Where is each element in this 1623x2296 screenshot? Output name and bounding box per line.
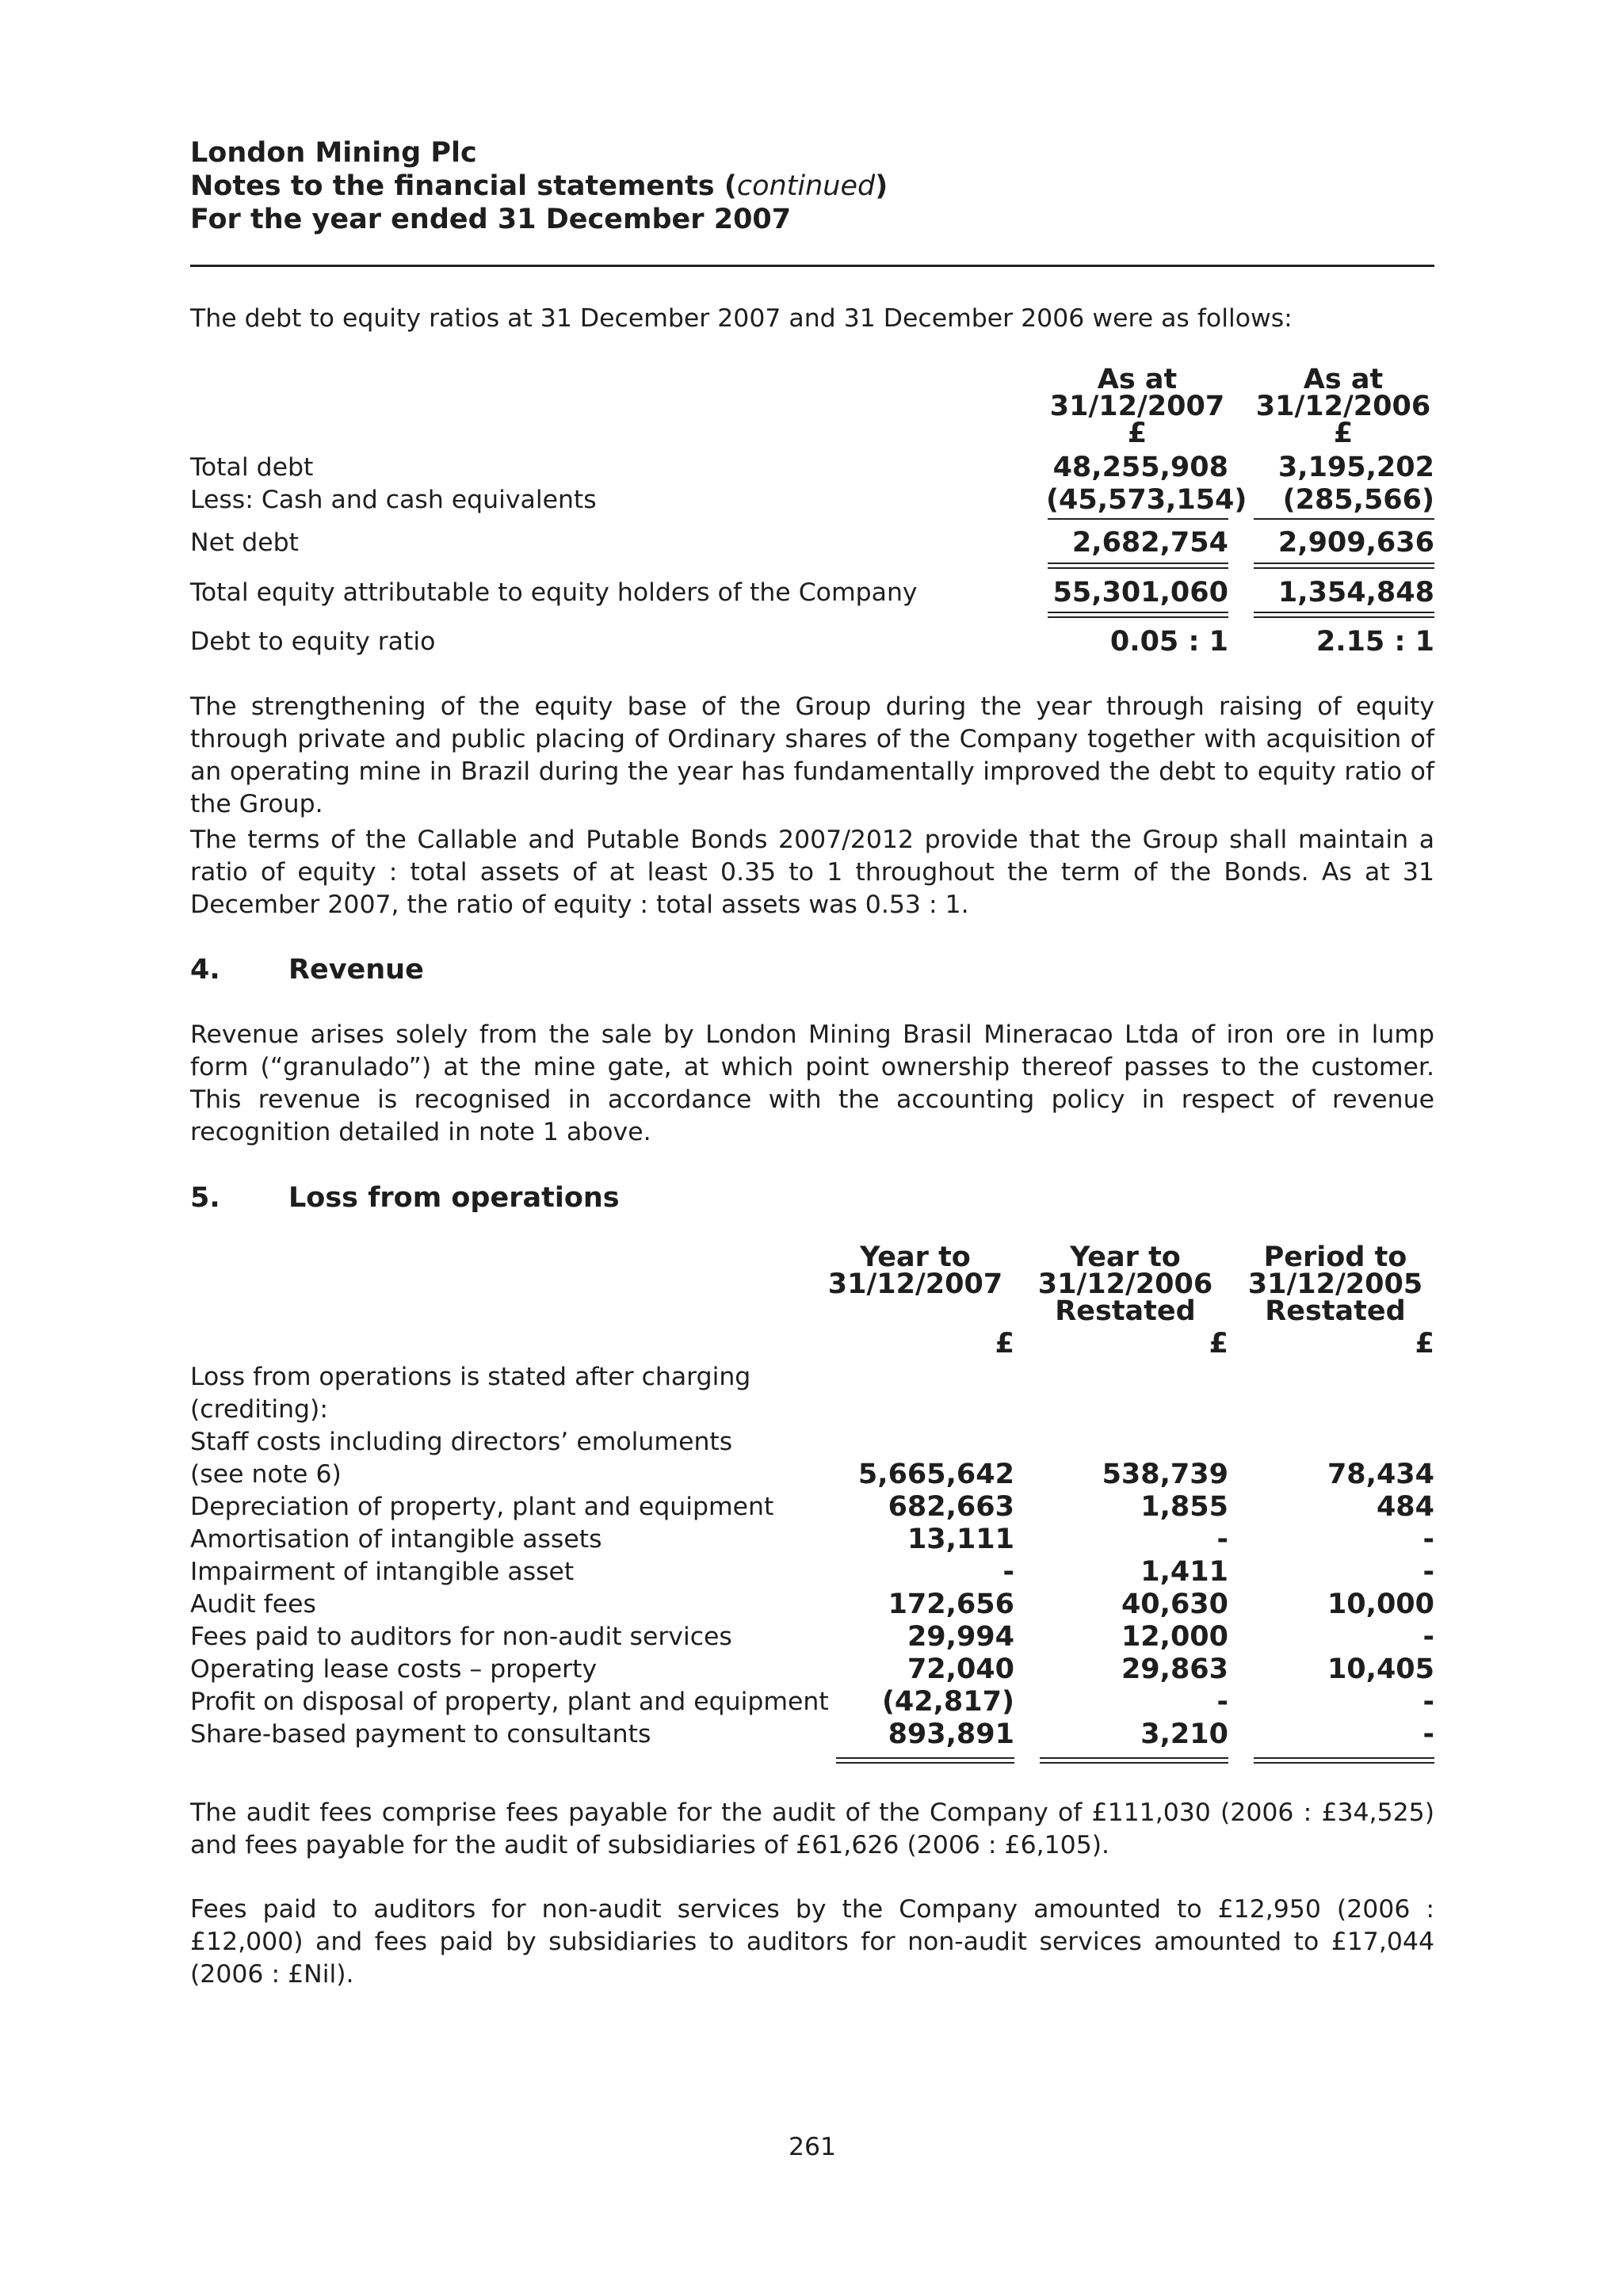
value: 72,040 [907, 1653, 1014, 1685]
value: 2,682,754 [1071, 527, 1228, 559]
value: 10,405 [1327, 1653, 1434, 1685]
value: 893,891 [888, 1718, 1014, 1750]
value: - [1423, 1524, 1434, 1555]
total-rule [1048, 612, 1228, 618]
value: 48,255,908 [1052, 452, 1228, 483]
value: 1,411 [1140, 1556, 1228, 1588]
value: 29,863 [1121, 1653, 1228, 1685]
col-header-2006: As at 31/12/2006 £ [1255, 364, 1431, 449]
currency-symbol: £ [1209, 1328, 1228, 1360]
value: - [1423, 1556, 1434, 1588]
page-number: 261 [788, 2133, 837, 2161]
total-rule [836, 1757, 1014, 1764]
header-rule [190, 265, 1434, 267]
value: 3,195,202 [1277, 452, 1434, 483]
section-loss-heading: 5. Loss from operations [190, 1182, 620, 1214]
company-name: London Mining Plc [190, 137, 477, 169]
non-audit-fees-para: Fees paid to auditors for non-audit services by the Company amounted to £12,950 (2006 : £12,000) and fees paid by subsidiaries to auditors for non-audit services amounted to £17,044 (2006 : £Nil). [190, 1895, 1434, 1989]
value: (45,573,154) [1046, 484, 1247, 516]
row-label: Operating lease costs – property [190, 1655, 598, 1684]
section-revenue-heading: 4. Revenue [190, 954, 424, 986]
value: - [1423, 1718, 1434, 1750]
value: - [1423, 1686, 1434, 1718]
loss-intro-line-2: (crediting): [190, 1395, 328, 1424]
row-label: Profit on disposal of property, plant and equipment [190, 1688, 829, 1716]
row-label: (see note 6) [190, 1460, 342, 1489]
value: 172,656 [888, 1589, 1014, 1620]
value: 0.05 : 1 [1109, 626, 1228, 658]
row-label: Less: Cash and cash equivalents [190, 486, 597, 514]
row-label: Impairment of intangible asset [190, 1558, 575, 1586]
col-header-2007: Year to 31/12/2007 [827, 1241, 1003, 1300]
value: 55,301,060 [1052, 577, 1228, 608]
total-rule [1254, 612, 1434, 618]
row-label: Fees paid to auditors for non-audit services [190, 1623, 732, 1651]
value: 29,994 [907, 1621, 1014, 1653]
value: 78,434 [1327, 1459, 1434, 1490]
row-label: Amortisation of intangible assets [190, 1525, 602, 1554]
loss-intro-line-1: Loss from operations is stated after charging [190, 1363, 751, 1391]
col-header-2006: Year to 31/12/2006 Restated [1037, 1241, 1213, 1327]
debt-equity-para-2: The terms of the Callable and Putable Bonds 2007/2012 provide that the Group shall maintain a ratio of equity : total assets of at least 0.35 to 1 throughout the term of the Bonds. As at 31 December 2007, the ratio of equity : total assets was 0.53 : 1. [190, 826, 1434, 919]
total-rule [1048, 563, 1228, 569]
currency-symbol: £ [995, 1328, 1014, 1360]
revenue-text: Revenue arises solely from the sale by London Mining Brasil Mineracao Ltda of iron ore in lump form (“granulado”) at the mine gate, at which point ownership thereof passes to the customer. This revenue is recognised in accordance with the accounting policy in respect of revenue recognition detailed in note 1 above. [190, 1020, 1434, 1146]
value: 1,354,848 [1277, 577, 1434, 608]
value: (42,817) [881, 1686, 1014, 1718]
value: 538,739 [1102, 1459, 1228, 1490]
notes-title: Notes to the financial statements (continued) [190, 170, 888, 202]
debt-equity-intro: The debt to equity ratios at 31 December 2007 and 31 December 2006 were as follows: [190, 304, 1293, 333]
row-label: Depreciation of property, plant and equipment [190, 1493, 774, 1521]
row-label: Total debt [190, 453, 314, 482]
value: - [1002, 1556, 1014, 1588]
col-header-2007: As at 31/12/2007 £ [1049, 364, 1225, 449]
row-label: Total equity attributable to equity holders of the Company [190, 578, 918, 607]
value: - [1216, 1524, 1228, 1555]
value: 40,630 [1121, 1589, 1228, 1620]
value: 682,663 [888, 1491, 1014, 1523]
total-rule [1040, 1757, 1228, 1764]
debt-equity-para-1: The strengthening of the equity base of the Group during the year through raising of equity through private and public placing of Ordinary shares of the Company together with acquisition of an operating mine in Brazil during the year has fundamentally improved the debt to equity ratio of the Group. [190, 692, 1434, 818]
row-label: Share-based payment to consultants [190, 1720, 651, 1749]
value: 484 [1376, 1491, 1434, 1523]
value: - [1423, 1621, 1434, 1653]
value: 5,665,642 [857, 1459, 1014, 1490]
subtotal-rule [1048, 518, 1228, 520]
value: (285,566) [1282, 484, 1434, 516]
value: - [1216, 1686, 1228, 1718]
value: 2,909,636 [1277, 527, 1434, 559]
value: 10,000 [1327, 1589, 1434, 1620]
audit-fees-para: The audit fees comprise fees payable for the audit of the Company of £111,030 (2006 : £34,525) and fees payable for the audit of subsidiaries of £61,626 (2006 : £6,105). [190, 1798, 1434, 1859]
value: 13,111 [907, 1524, 1014, 1555]
value: 12,000 [1121, 1621, 1228, 1653]
row-label: Net debt [190, 528, 300, 557]
value: 1,855 [1140, 1491, 1228, 1523]
value: 2.15 : 1 [1316, 626, 1434, 658]
staff-costs-label: Staff costs including directors’ emoluments [190, 1428, 733, 1456]
currency-symbol: £ [1415, 1328, 1434, 1360]
subtotal-rule [1254, 518, 1434, 520]
header [190, 136, 888, 236]
row-label: Audit fees [190, 1590, 316, 1619]
value: 3,210 [1140, 1718, 1228, 1750]
period-title: For the year ended 31 December 2007 [190, 204, 792, 235]
row-label: Debt to equity ratio [190, 627, 436, 656]
total-rule [1254, 1757, 1434, 1764]
col-header-2005: Period to 31/12/2005 Restated [1247, 1241, 1423, 1327]
total-rule [1254, 563, 1434, 569]
